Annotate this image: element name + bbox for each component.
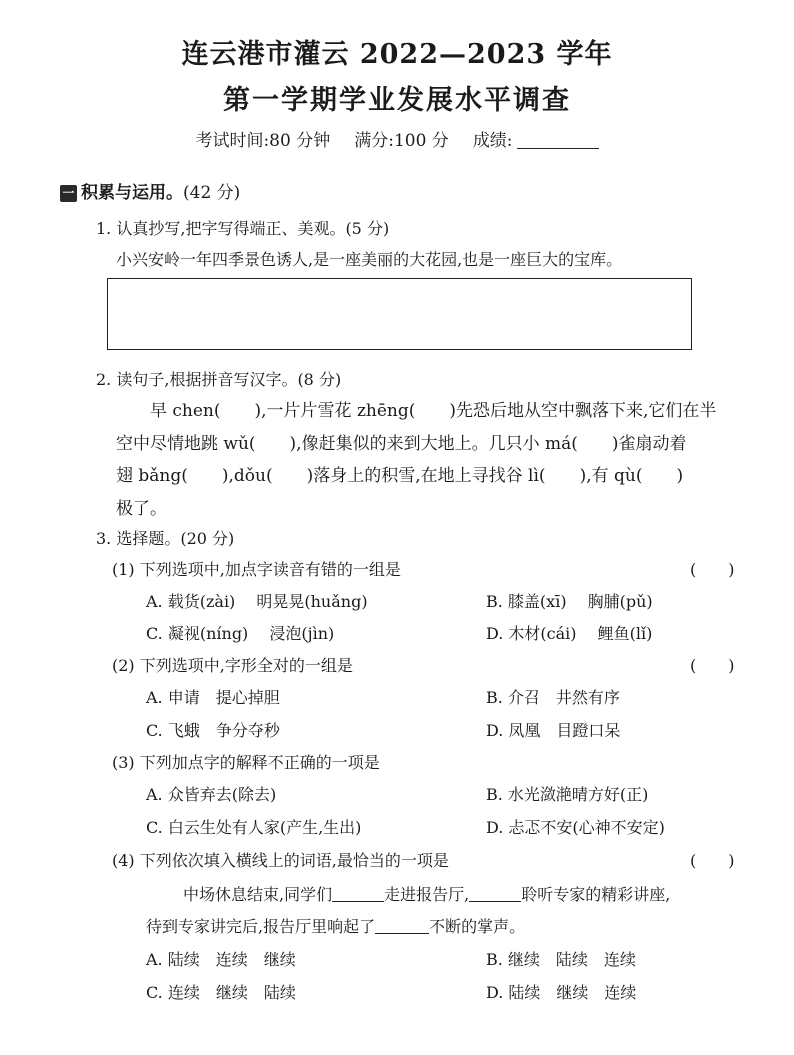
q1-copy-text: 小兴安岭一年四季景色诱人,是一座美丽的大花园,也是一座巨大的宝库。 <box>116 250 623 269</box>
q1-writing-box[interactable] <box>107 278 692 350</box>
q2-line-4: 极了。 <box>116 499 167 519</box>
section-score: (42 分) <box>183 183 241 203</box>
q3-sub4-answer-bracket[interactable]: ( ) <box>690 851 735 870</box>
full-score: 满分:100 分 <box>354 131 449 151</box>
exam-time: 考试时间:80 分钟 <box>195 131 331 151</box>
q2-prompt: 2. 读句子,根据拼音写汉字。(8 分) <box>96 370 342 389</box>
passage-segment: 待到专家讲完后,报告厅里响起了 <box>146 917 376 936</box>
q2-line-2: 空中尽情地跳 wǔ( ),像赶集似的来到大地上。几只小 má( )雀扇动着 <box>116 434 687 454</box>
q3-sub4-stem: (4) 下列依次填入横线上的词语,最恰当的一项是 <box>112 851 449 870</box>
q3-sub3-option-a[interactable]: A. 众皆弃去(除去) <box>146 785 277 804</box>
exam-meta <box>0 126 794 151</box>
q3-sub4-option-d[interactable]: D. 陆续 继续 连续 <box>486 983 637 1002</box>
q2-line-1: 早 chen( ),一片片雪花 zhēng( )先恐后地从空中飘落下来,它们在半 <box>150 401 717 421</box>
q3-sub3-option-c[interactable]: C. 白云生处有人家(产生,生出) <box>146 818 362 837</box>
q3-sub4-option-b[interactable]: B. 继续 陆续 连续 <box>486 950 636 969</box>
q3-sub4-passage-line2 <box>146 914 525 937</box>
exam-title-line1: 连云港市灌云 2022—2023 学年 <box>181 39 613 70</box>
q3-sub4-option-c[interactable]: C. 连续 继续 陆续 <box>146 983 296 1002</box>
q3-sub2-option-c[interactable]: C. 飞蛾 争分夺秒 <box>146 721 280 740</box>
q3-sub1-option-a[interactable]: A. 载货(zài) 明晃晃(huǎng) <box>146 592 368 611</box>
q3-sub1-option-c[interactable]: C. 凝视(níng) 浸泡(jìn) <box>146 624 335 643</box>
section-number-badge: 一 <box>60 185 77 202</box>
q3-sub3-stem: (3) 下列加点字的解释不正确的一项是 <box>112 753 380 772</box>
q3-sub1-answer-bracket[interactable]: ( ) <box>690 560 735 579</box>
fill-blank-2[interactable] <box>469 901 521 902</box>
passage-segment: 聆听专家的精彩讲座, <box>521 885 671 904</box>
q3-sub3-option-b[interactable]: B. 水光潋滟晴方好(正) <box>486 785 649 804</box>
q3-sub4-passage-line1 <box>183 882 670 905</box>
q3-sub2-option-d[interactable]: D. 凤凰 目蹬口呆 <box>486 721 621 740</box>
q3-sub1-option-b[interactable]: B. 膝盖(xī) 胸脯(pǔ) <box>486 592 653 611</box>
q3-sub4-option-a[interactable]: A. 陆续 连续 继续 <box>146 950 296 969</box>
q2-line-3: 翅 bǎng( ),dǒu( )落身上的积雪,在地上寻找谷 lì( ),有 qù( ) <box>116 466 684 486</box>
exam-title-line2: 第一学期学业发展水平调查 <box>223 85 571 116</box>
fill-blank-1[interactable] <box>332 901 384 902</box>
q3-sub1-option-d[interactable]: D. 木材(cái) 鲤鱼(lǐ) <box>486 624 653 643</box>
score-label: 成绩: <box>472 131 513 151</box>
q3-prompt: 3. 选择题。(20 分) <box>96 529 235 548</box>
q3-sub3-option-d[interactable]: D. 忐忑不安(心神不安定) <box>486 818 665 837</box>
q3-sub2-option-a[interactable]: A. 申请 提心掉胆 <box>146 688 280 707</box>
fill-blank-3[interactable] <box>375 933 429 934</box>
q1-prompt: 1. 认真抄写,把字写得端正、美观。(5 分) <box>96 219 390 238</box>
score-blank <box>517 148 599 149</box>
q3-sub2-answer-bracket[interactable]: ( ) <box>690 656 735 675</box>
passage-segment: 不断的掌声。 <box>429 917 526 936</box>
passage-segment: 中场休息结束,同学们 <box>183 885 333 904</box>
q3-sub1-stem: (1) 下列选项中,加点字读音有错的一组是 <box>112 560 401 579</box>
passage-segment: 走进报告厅, <box>384 885 470 904</box>
q3-sub2-stem: (2) 下列选项中,字形全对的一组是 <box>112 656 353 675</box>
section-heading <box>60 178 240 203</box>
q3-sub2-option-b[interactable]: B. 介召 井然有序 <box>486 688 620 707</box>
section-title: 积累与运用。 <box>81 183 183 203</box>
